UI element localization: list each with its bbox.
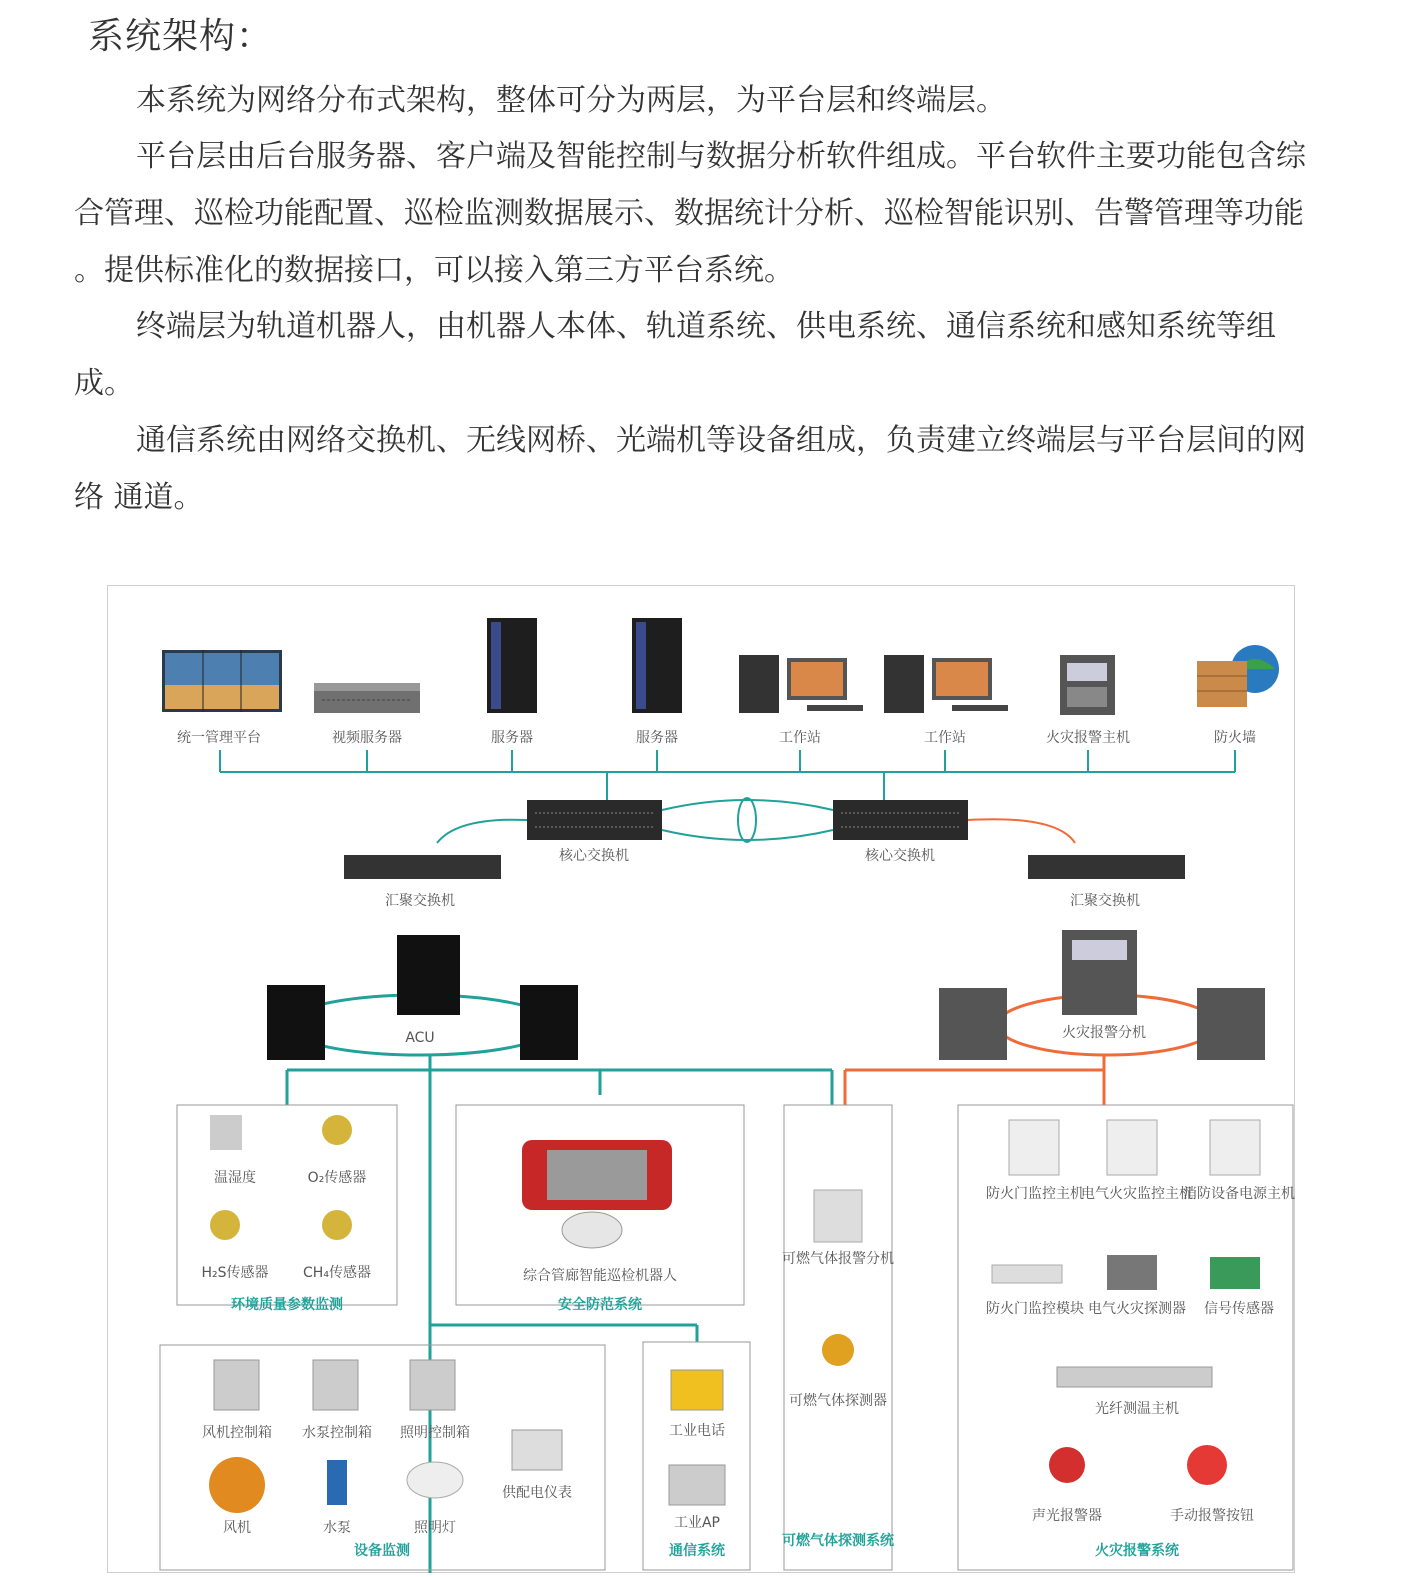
fire-item-label: 防火门监控主机	[986, 1186, 1084, 1202]
core-switch-label-right: 核心交换机	[865, 848, 935, 864]
fire-alarm-host-icon	[1060, 655, 1115, 715]
fire-item-label: 电气火灾监控主机	[1081, 1186, 1193, 1202]
aggregation-switch-label-right: 汇聚交换机	[1070, 893, 1140, 909]
equipment-item-label: 水泵	[323, 1520, 351, 1536]
aggregation-switch-label-left: 汇聚交换机	[385, 893, 455, 909]
video-server-icon	[314, 683, 420, 713]
robot-label: 综合管廊智能巡检机器人	[523, 1268, 677, 1284]
comm-title: 通信系统	[669, 1543, 725, 1559]
fire-item-label: 防火门监控模块	[986, 1301, 1084, 1317]
fire-item-label: 光纤测温主机	[1095, 1401, 1179, 1417]
core-switch-icon	[527, 800, 662, 840]
gas-item-label: 可燃气体报警分机	[782, 1251, 894, 1267]
fire-alarm-sub-icon	[939, 988, 1007, 1060]
env-item-label: CH₄传感器	[303, 1265, 371, 1281]
platform-label-server-2: 服务器	[636, 730, 678, 746]
aggregation-switch-icon	[344, 855, 501, 879]
platform-label-fire-alarm-host: 火灾报警主机	[1046, 730, 1130, 746]
equipment-item-label: 供配电仪表	[502, 1485, 572, 1501]
equipment-item-label: 照明控制箱	[400, 1425, 470, 1441]
paragraph-intro: 本系统为网络分布式架构，整体可分为两层，为平台层和终端层。	[136, 83, 1006, 118]
paragraph-terminal: 终端层为轨道机器人，由机器人本体、轨道系统、供电系统、通信系统和感知系统等组成。	[74, 309, 1276, 401]
acu-label: ACU	[405, 1030, 435, 1046]
security-title: 安全防范系统	[558, 1297, 642, 1313]
aggregation-switch-icon	[1028, 855, 1185, 879]
core-switch-icon	[833, 800, 968, 840]
equipment-item-label: 风机	[223, 1520, 251, 1536]
paragraph-communication: 通信系统由网络交换机、无线网桥、光端机等设备组成，负责建立终端层与平台层间的网络 通道。	[74, 423, 1306, 515]
fire-item-label: 手动报警按钮	[1170, 1508, 1254, 1524]
comm-item-label: 工业AP	[673, 1515, 721, 1531]
platform-label-firewall: 防火墙	[1214, 730, 1256, 746]
fire-item-label: 声光报警器	[1032, 1508, 1102, 1524]
equipment-item-label: 风机控制箱	[202, 1425, 272, 1441]
architecture-diagram	[107, 585, 1295, 1573]
equipment-item-label: 照明灯	[414, 1520, 456, 1536]
acu-cabinet-icon	[267, 985, 325, 1060]
env-item-label: O₂传感器	[307, 1170, 367, 1186]
gas-item-label: 可燃气体探测器	[789, 1393, 887, 1409]
acu-cabinet-icon	[397, 935, 460, 1015]
fire-alarm-sub-icon	[1197, 988, 1265, 1060]
gas-title: 可燃气体探测系统	[782, 1533, 894, 1549]
platform-label-workstation-1: 工作站	[779, 730, 821, 746]
video-wall-icon	[162, 650, 282, 712]
fire-item-label: 电气火灾探测器	[1088, 1301, 1186, 1317]
section-heading: 系统架构：	[88, 16, 274, 57]
equipment-item-label: 水泵控制箱	[302, 1425, 372, 1441]
fire-item-label: 消防设备电源主机	[1183, 1186, 1295, 1202]
core-switch-label-left: 核心交换机	[559, 848, 629, 864]
env-title: 环境质量参数监测	[231, 1297, 343, 1313]
server-icon	[632, 618, 682, 713]
paragraph-platform: 平台层由后台服务器、客户端及智能控制与数据分析软件组成。平台软件主要功能包含综合管理、巡检功能配置、巡检监测数据展示、数据统计分析、巡检智能识别、告警管理等功能 。提供标准化的数据接口，可以接入第三方平台系统。	[74, 139, 1306, 288]
platform-label-unified-management: 统一管理平台	[177, 730, 261, 746]
equipment-title: 设备监测	[354, 1543, 410, 1559]
acu-cabinet-icon	[520, 985, 578, 1060]
comm-item-label: 工业电话	[669, 1423, 725, 1439]
platform-label-video-server: 视频服务器	[332, 730, 402, 746]
env-item-label: 温湿度	[214, 1170, 256, 1186]
server-icon	[487, 618, 537, 713]
platform-label-workstation-2: 工作站	[924, 730, 966, 746]
env-item-label: H₂S传感器	[201, 1265, 269, 1281]
fire-title: 火灾报警系统	[1095, 1543, 1179, 1559]
fire-item-label: 信号传感器	[1204, 1301, 1274, 1317]
platform-label-server-1: 服务器	[491, 730, 533, 746]
fire-alarm-sub-label: 火灾报警分机	[1062, 1025, 1146, 1041]
